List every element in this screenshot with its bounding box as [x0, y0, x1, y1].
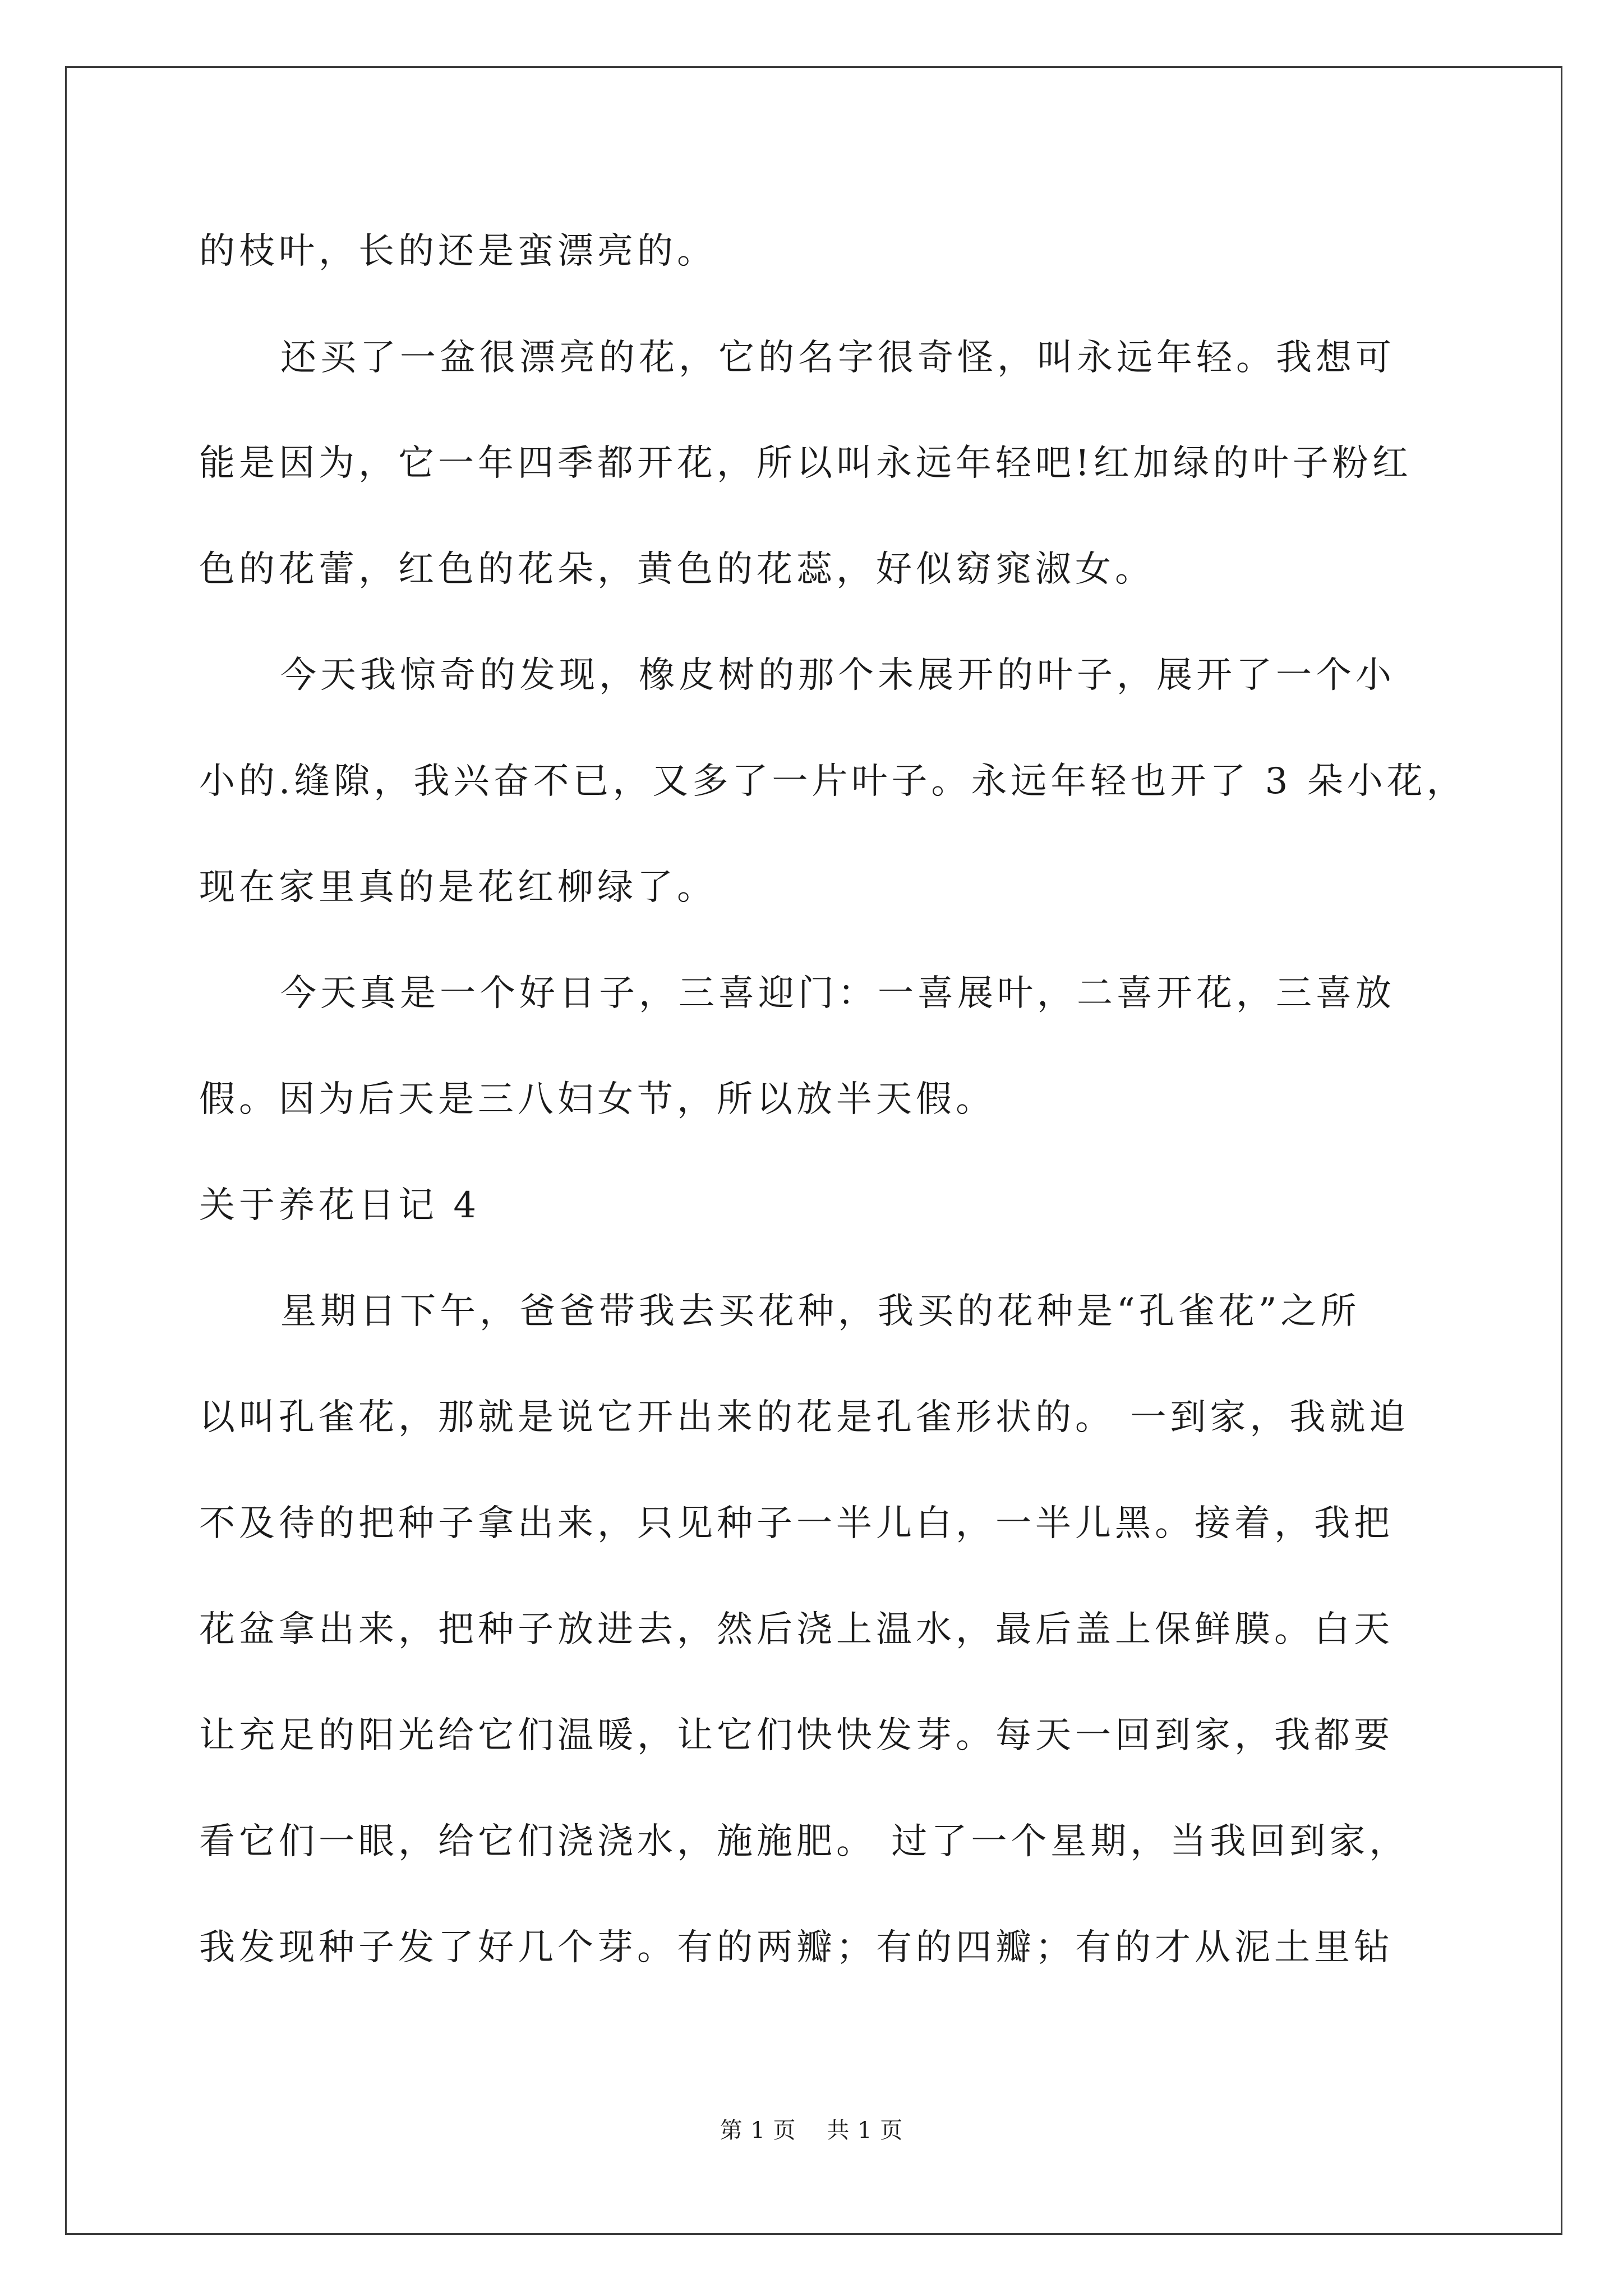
page-border	[65, 66, 1562, 2235]
text-line: 假。因为后天是三八妇女节，所以放半天假。	[199, 1079, 995, 1120]
text-line: 的枝叶，长的还是蛮漂亮的。	[199, 231, 717, 272]
text-line: 今天我惊奇的发现，橡皮树的那个未展开的叶子，展开了一个小	[280, 655, 1395, 696]
text-line: 小的.缝隙，我兴奋不已，又多了一片叶子。永远年轻也开了 3 朵小花，	[199, 761, 1467, 802]
page-footer	[0, 2116, 1623, 2145]
text-line: 色的花蕾，红色的花朵，黄色的花蕊，好似窈窕淑女。	[199, 549, 1155, 590]
text-line: 能是因为，它一年四季都开花，所以叫永远年轻吧!红加绿的叶子粉红	[199, 443, 1412, 484]
section-heading: 关于养花日记 4	[199, 1185, 481, 1226]
text-line: 今天真是一个好日子，三喜迎门：一喜展叶，二喜开花，三喜放	[280, 973, 1395, 1014]
text-line: 还买了一盆很漂亮的花，它的名字很奇怪，叫永远年轻。我想可	[280, 337, 1395, 379]
page-number-current: 第 1 页	[720, 2118, 796, 2143]
text-line: 看它们一眼，给它们浇浇水，施施肥。 过了一个星期，当我回到家，	[199, 1821, 1409, 1862]
page-number-total: 共 1 页	[827, 2118, 903, 2143]
text-line: 现在家里真的是花红柳绿了。	[199, 867, 717, 908]
text-line: 不及待的把种子拿出来，只见种子一半儿白，一半儿黑。接着，我把	[199, 1503, 1394, 1544]
text-line: 花盆拿出来，把种子放进去，然后浇上温水，最后盖上保鲜膜。白天	[199, 1609, 1394, 1650]
text-line: 让充足的阳光给它们温暖，让它们快快发芽。每天一回到家，我都要	[199, 1715, 1394, 1756]
text-line: 我发现种子发了好几个芽。有的两瓣；有的四瓣；有的才从泥土里钻	[199, 1927, 1394, 1968]
text-line: 以叫孔雀花，那就是说它开出来的花是孔雀形状的。 一到家，我就迫	[199, 1397, 1409, 1438]
text-line: 星期日下午，爸爸带我去买花种，我买的花种是“孔雀花”之所	[280, 1291, 1361, 1332]
